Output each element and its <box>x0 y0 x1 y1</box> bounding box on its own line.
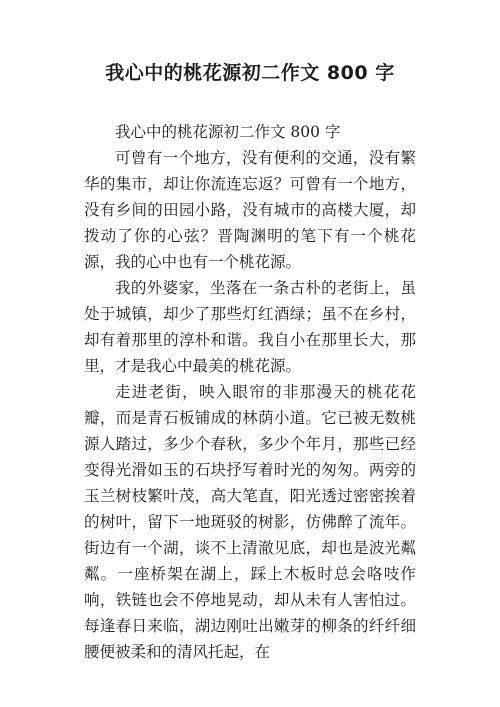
paragraph-1: 可曾有一个地方，没有便利的交通，没有繁华的集市，却让你流连忘返？可曾有一个地方，没有乡间的田园小路，没有城市的高楼大厦，却拨动了你的心弦？晋陶渊明的笔下有一个桃花源，我的心中也有一个桃花源。 <box>84 149 416 271</box>
essay-subheading: 我心中的桃花源初二作文 800 字 <box>115 123 341 141</box>
document-title: 我心中的桃花源初二作文 800 字 <box>105 62 395 84</box>
document-body <box>84 119 416 665</box>
paragraph-3: 走进老街，映入眼帘的非那漫天的桃花花瓣，而是青石板铺成的林荫小道。它已被无数桃源人踏过，多少个春秋，多少个年月，那些已经变得光滑如玉的石块抒写着时光的匆匆。两旁的玉兰树枝繁叶茂，高大笔直，阳光透过密密挨着的树叶，留下一地斑驳的树影，仿佛醉了流年。街边有一个湖，谈不上清澈见底，却也是波光粼粼。一座桥架在湖上，踩上木板时总会咯吱作响，铁链也会不停地晃动，却从未有人害怕过。每逢春日来临，湖边刚吐出嫩芽的柳条的纤纤细腰便被柔和的清风托起，在 <box>84 383 416 661</box>
paragraph-2: 我的外婆家，坐落在一条古朴的老街上，虽处于城镇，却少了那些灯红酒绿；虽不在乡村，却有着那里的淳朴和谐。我自小在那里长大，那里，才是我心中最美的桃花源。 <box>84 279 416 375</box>
